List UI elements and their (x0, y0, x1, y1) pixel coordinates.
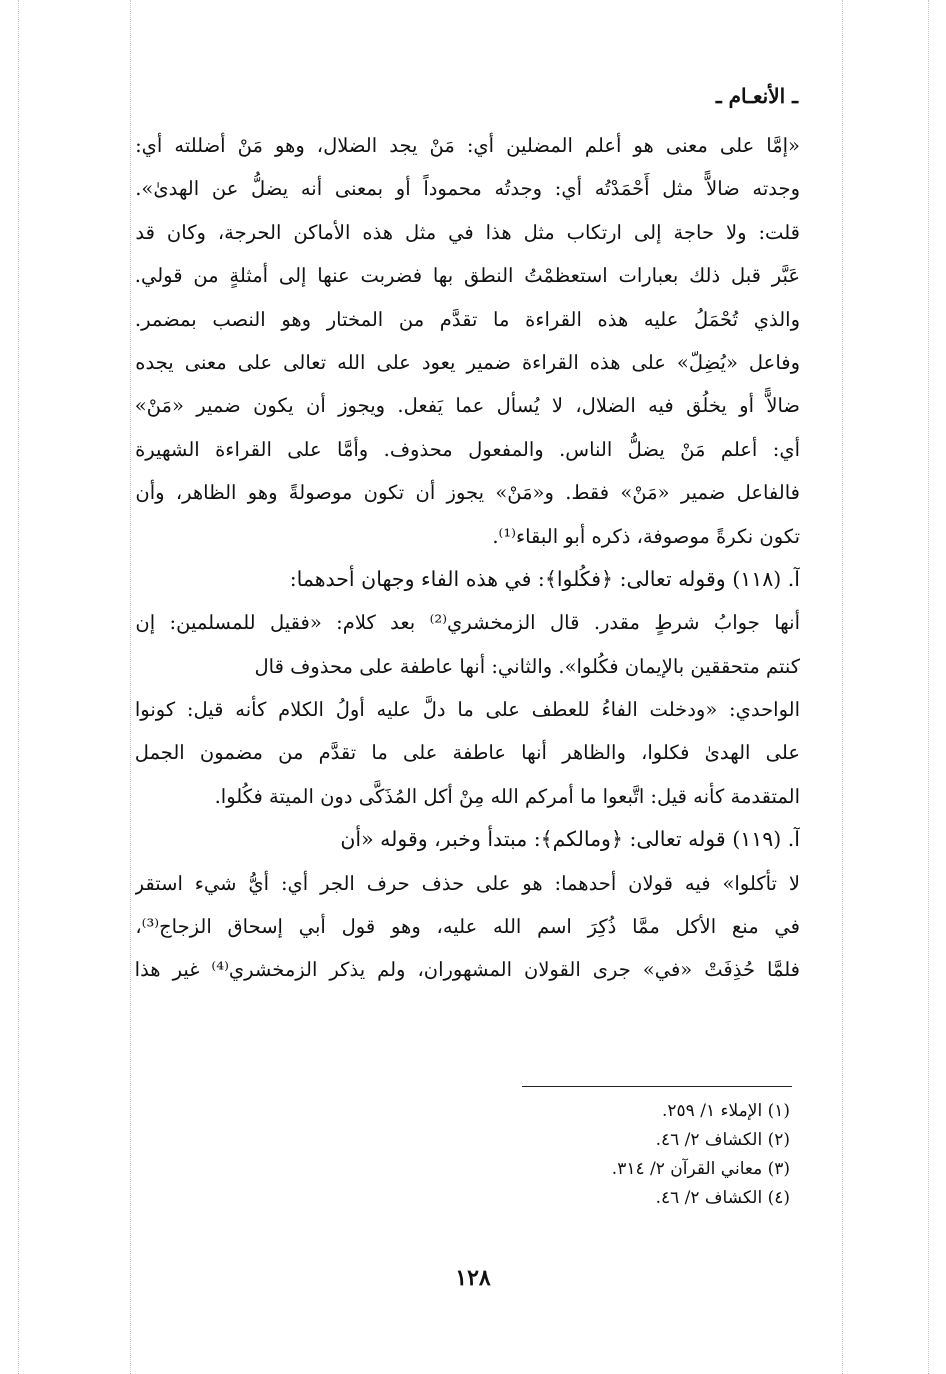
scan-edge-left-inner (130, 0, 131, 1374)
scan-edge-right (928, 0, 929, 1374)
text-line: «إمَّا على معنى هو أعلم المضلين أي: مَنْ يجد الضلال، وهو مَنْ أضللته أي: (135, 134, 800, 157)
text-line: وجدته ضالاًّ مثل أَحْمَدْتُه أي: وجدتُه محموداً أو بمعنى أنه يضلُّ عن الهدىٰ». (135, 177, 800, 201)
text-line: في منع الأكل ممَّا ذُكِرَ اسم الله عليه، وهو قول أبي إسحاق الزجاج⁽³⁾، (135, 915, 800, 939)
footnote-1: (١) الإملاء ١/ ٢٥٩. (662, 1101, 790, 1121)
footnote-4: (٤) الكشاف ٢/ ٤٦. (655, 1188, 790, 1208)
text-line: فالفاعل ضمير «مَنْ» فقط. و«مَنْ» يجوز أن تكون موصولةً وهو الظاهر، وأن (135, 481, 800, 505)
verse-heading-118: آ. (١١٨) وقوله تعالى: ﴿فكُلوا﴾: في هذه الفاء وجهان أحدهما: (289, 566, 800, 591)
text-line: الواحدي: «ودخلت الفاءُ للعطف على ما دلَّ عليه أولُ الكلام كأنه قيل: كونوا (135, 698, 800, 722)
text-line: والذي تُحْمَلُ عليه هذه القراءة ما تقدَّم من المختار وهو النصب بمضمر. (135, 307, 800, 331)
text-line: قلت: ولا حاجة إلى ارتكاب مثل هذا في مثل هذه الأماكن الحرجة، وكان قد (135, 220, 800, 244)
text-line: أي: أعلم مَنْ يضلُّ الناس. والمفعول محذوف. وأمَّا على القراءة الشهيرة (135, 437, 800, 461)
body-text (135, 124, 800, 992)
footnote-2: (٢) الكشاف ٢/ ٤٦. (655, 1130, 790, 1150)
text-line: على الهدىٰ فكلوا، والظاهر أنها عاطفة على ما تقدَّم من مضمون الجمل (135, 741, 800, 765)
page-number: ١٢٨ (455, 1265, 491, 1291)
scan-edge-left (18, 0, 19, 1374)
footnote-separator (522, 1086, 792, 1087)
text-line: وفاعل «يُضِلّ» على هذه القراءة ضمير يعود على الله تعالى على معنى يجده (135, 350, 800, 374)
text-line: عَبَّر قبل ذلك بعبارات استعظمْتُ النطق بها فضربت عنها إلى أمثلةٍ من قولي. (135, 264, 800, 288)
text-line: المتقدمة كأنه قيل: اتَّبعوا ما أمركم الله مِنْ أكل المُذَكَّى دون الميتة فكُلوا. (214, 784, 800, 808)
text-line: أنها جوابُ شرطٍ مقدر. قال الزمخشري⁽²⁾ بعد كلام: «فقيل للمسلمين: إن (135, 611, 800, 635)
running-header: ـ الأنعـام ـ (715, 84, 798, 108)
verse-heading-119: آ. (١١٩) قوله تعالى: ﴿ومالكم﴾: مبتدأ وخبر، وقوله «أن (340, 827, 800, 852)
text-line: فلمَّا حُذِفَتْ «في» جرى القولان المشهوران، ولم يذكر الزمخشري⁽⁴⁾ غير هذا (135, 958, 800, 982)
text-line: ضالاًّ أو يخلُق فيه الضلال، لا يُسأل عما يَفعل. ويجوز أن يكون ضمير «مَنْ» (135, 394, 800, 418)
footnotes (390, 1097, 790, 1213)
footnote-3: (٣) معاني القرآن ٢/ ٣١٤. (611, 1159, 790, 1179)
text-line: تكون نكرةً موصوفة، ذكره أبو البقاء⁽¹⁾. (492, 524, 800, 548)
text-line: كنتم متحققين بالإيمان فكُلوا». والثاني: أنها عاطفة على محذوف قال (254, 654, 800, 678)
scan-edge-right-inner (842, 0, 843, 1374)
text-line: لا تأكلوا» فيه قولان أحدهما: هو على حذف حرف الجر أي: أيُّ شيء استقر (135, 871, 800, 895)
